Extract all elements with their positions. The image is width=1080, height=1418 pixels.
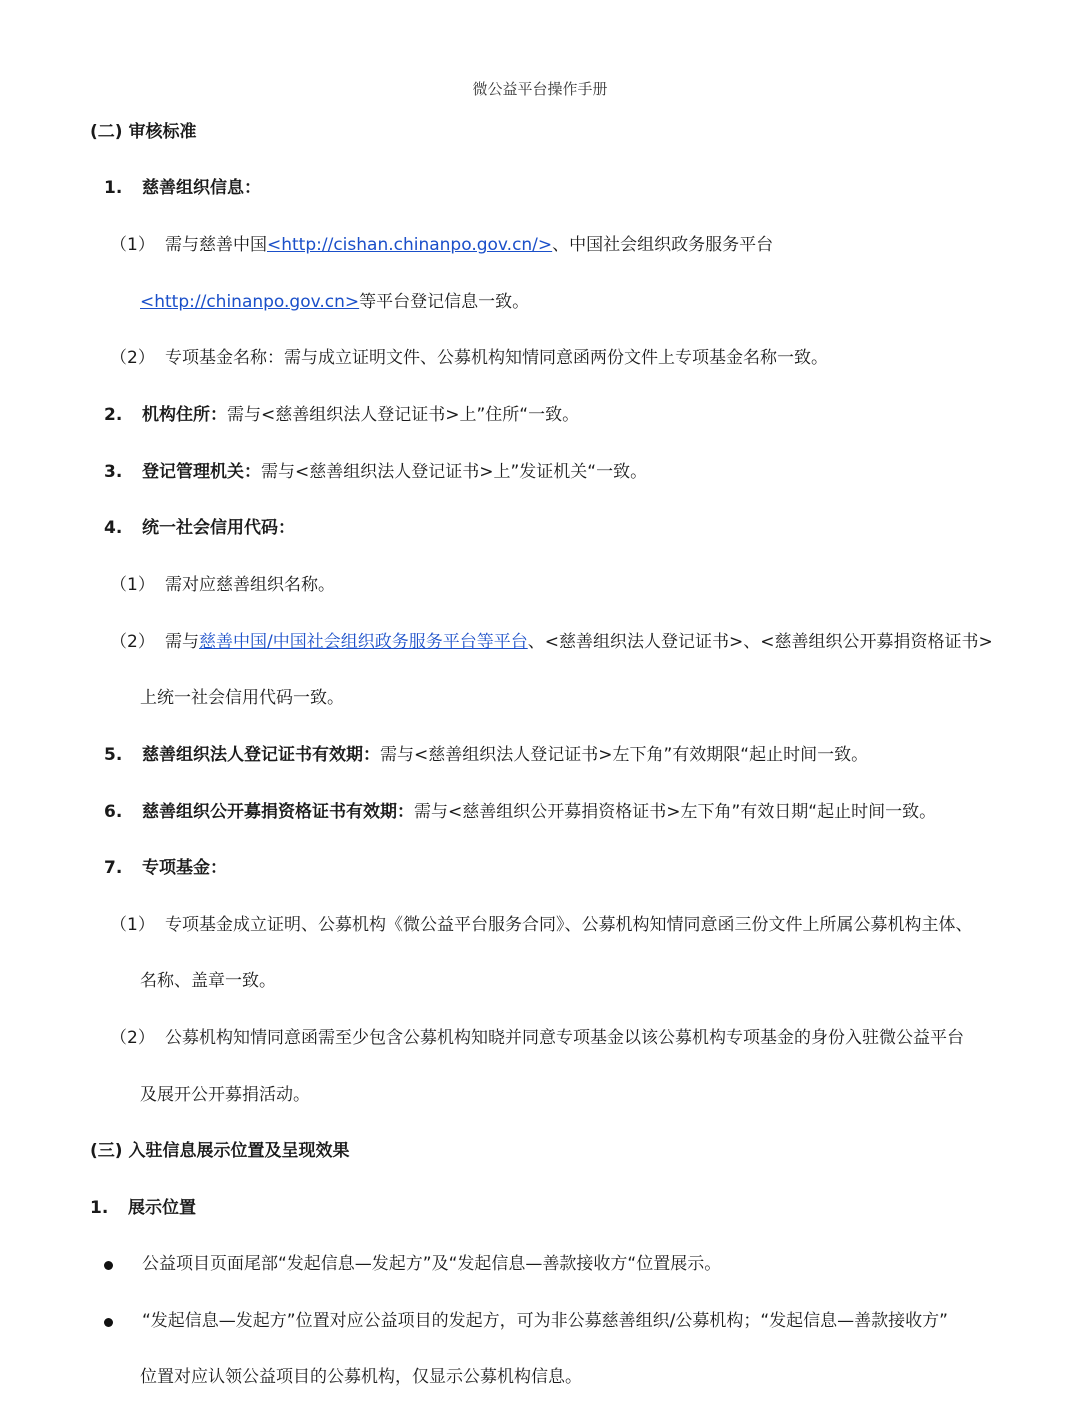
item-text: 需与<慈善组织公开募捐资格证书>左下角”有效日期“起止时间一致。 <box>414 802 937 822</box>
section-title-display-position: (三) 入驻信息展示位置及呈现效果 <box>90 1141 350 1161</box>
item-7-sub-2-cont: 及展开公开募捐活动。 <box>140 1085 310 1105</box>
sub-number: （2） <box>110 348 155 368</box>
bullet-dot-icon <box>104 1318 113 1327</box>
bullet-2-cont: 位置对应认领公益项目的公募机构，仅显示公募机构信息。 <box>140 1367 582 1387</box>
bullet-text: “发起信息—发起方”位置对应公益项目的发起方，可为非公募慈善组织/公募机构；“发起信息—善款接收方” <box>142 1311 948 1331</box>
item-content <box>142 743 868 767</box>
sub-number: （1） <box>110 575 155 595</box>
item-text: 需与<慈善组织法人登记证书>上”住所“一致。 <box>227 405 580 425</box>
text-fragment: 需与 <box>165 632 199 652</box>
sub-text: 专项基金名称：需与成立证明文件、公募机构知情同意函两份文件上专项基金名称一致。 <box>165 348 828 368</box>
item-7-sub-1-cont: 名称、盖章一致。 <box>140 971 276 991</box>
item-title: 慈善组织法人登记证书有效期： <box>142 745 380 765</box>
link-platforms[interactable]: 慈善中国/中国社会组织政务服务平台等平台 <box>199 632 528 652</box>
link-cishan[interactable]: <http://cishan.chinanpo.gov.cn/> <box>267 235 553 255</box>
item-title: 统一社会信用代码： <box>142 518 295 538</box>
item-content <box>142 460 647 484</box>
sub-text <box>165 233 773 257</box>
item-number: 1. <box>104 178 123 198</box>
item-text: 需与<慈善组织法人登记证书>左下角”有效期限“起止时间一致。 <box>380 745 869 765</box>
item-content <box>142 403 579 427</box>
sub-number: （2） <box>110 632 155 652</box>
item-title: 机构住所： <box>142 405 227 425</box>
item-number: 5. <box>104 745 123 765</box>
item-number: 7. <box>104 858 123 878</box>
section-title-review-standard: (二) 审核标准 <box>90 122 197 142</box>
sub-text: 需对应慈善组织名称。 <box>165 575 335 595</box>
page-header-title: 微公益平台操作手册 <box>472 80 608 98</box>
text-fragment: 、中国社会组织政务服务平台 <box>552 235 774 255</box>
link-chinanpo[interactable]: <http://chinanpo.gov.cn> <box>140 292 360 312</box>
sub-number: （1） <box>110 915 155 935</box>
bullet-dot-icon <box>104 1261 113 1270</box>
item-4-sub-2-cont: 上统一社会信用代码一致。 <box>140 688 344 708</box>
item-number: 1. <box>90 1198 109 1218</box>
item-title: 专项基金： <box>142 858 227 878</box>
item-number: 4. <box>104 518 123 538</box>
item-number: 6. <box>104 802 123 822</box>
item-number: 2. <box>104 405 123 425</box>
item-content <box>142 800 936 824</box>
item-title: 慈善组织信息： <box>142 178 261 198</box>
sub-text: 专项基金成立证明、公募机构《微公益平台服务合同》、公募机构知情同意函三份文件上所属公募机构主体、 <box>165 915 973 935</box>
item-title: 登记管理机关： <box>142 462 261 482</box>
text-fragment: 等平台登记信息一致。 <box>359 292 530 312</box>
sub-number: （2） <box>110 1028 155 1048</box>
item-1-sub-1-cont <box>140 290 529 314</box>
item-text: 需与<慈善组织法人登记证书>上”发证机关“一致。 <box>261 462 648 482</box>
sub-text <box>165 630 993 654</box>
sub-text: 公募机构知情同意函需至少包含公募机构知晓并同意专项基金以该公募机构专项基金的身份入驻微公益平台 <box>165 1028 964 1048</box>
item-number: 3. <box>104 462 123 482</box>
item-title: 展示位置 <box>128 1198 196 1218</box>
text-fragment: 需与慈善中国 <box>165 235 267 255</box>
bullet-text: 公益项目页面尾部“发起信息—发起方”及“发起信息—善款接收方“位置展示。 <box>142 1254 722 1274</box>
text-fragment: 、<慈善组织法人登记证书>、<慈善组织公开募捐资格证书> <box>527 632 993 652</box>
item-title: 慈善组织公开募捐资格证书有效期： <box>142 802 414 822</box>
sub-number: （1） <box>110 235 155 255</box>
